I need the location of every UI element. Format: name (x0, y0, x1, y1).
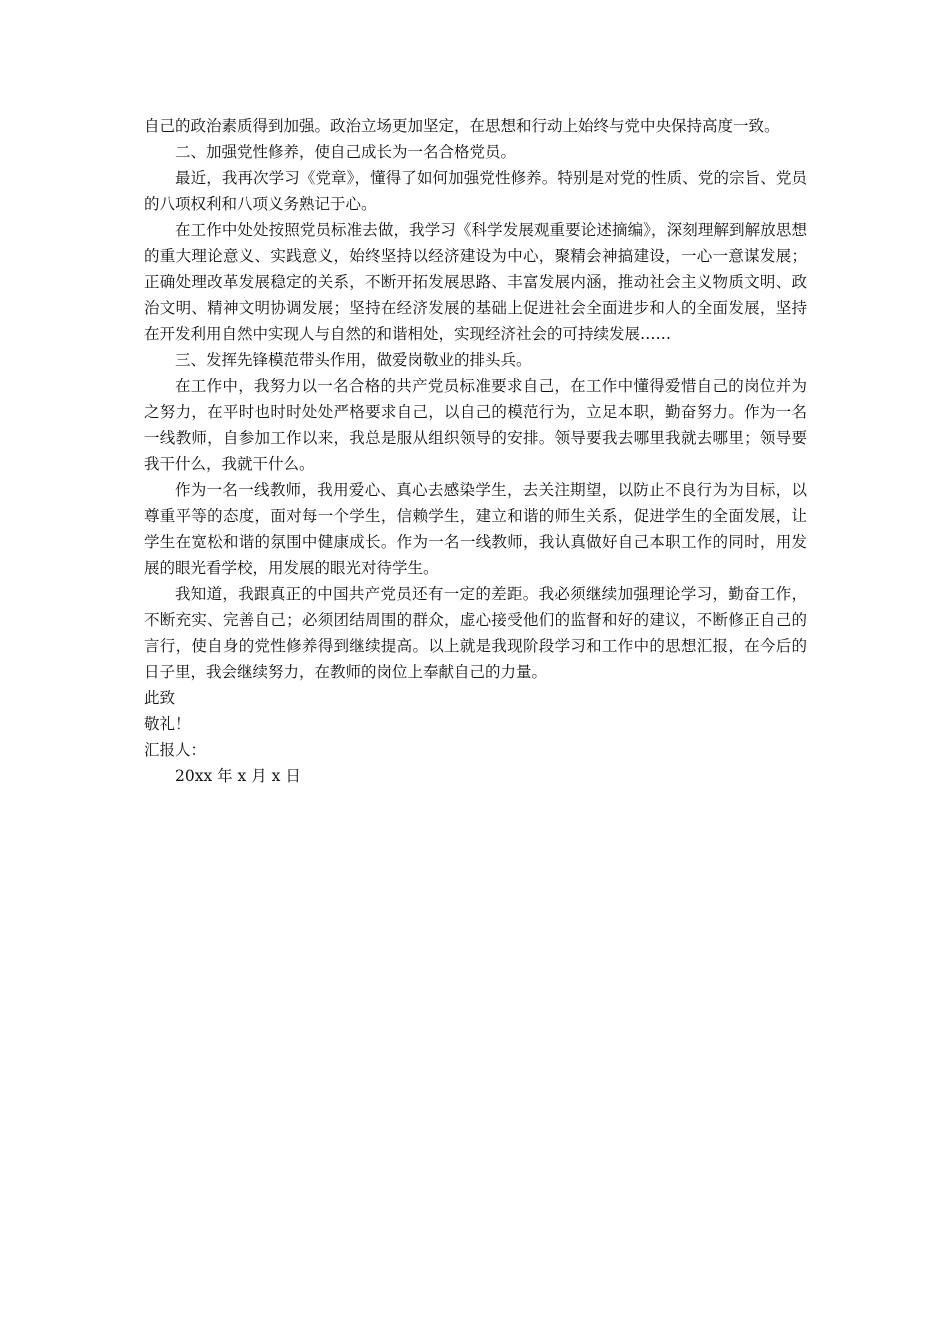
paragraph-8: 我知道，我跟真正的中国共产党员还有一定的差距。我必须继续加强理论学习，勤奋工作，不断充实、完善自己；必须团结周围的群众，虚心接受他们的监督和好的建议，不断修正自己的言行，使自身的党性修养得到继续提高。以上就是我现阶段学习和工作中的思想汇报，在今后的日子里，我会继续努力，在教师的岗位上奉献自己的力量。 (144, 585, 807, 681)
paragraph-4: 在工作中处处按照党员标准去做，我学习《科学发展观重要论述摘编》，深刻理解到解放思想的重大理论意义、实践意义，始终坚持以经济建设为中心，聚精会神搞建设，一心一意谋发展；正确处理改革发展稳定的关系，不断开拓发展思路、丰富发展内涵，推动社会主义物质文明、政治文明、精神文明协调发展；坚持在经济发展的基础上促进社会全面进步和人的全面发展，坚持在开发利用自然中实现人与自然的和谐相处，实现经济社会的可持续发展…… (144, 221, 807, 343)
paragraph-1: 自己的政治素质得到加强。政治立场更加坚定，在思想和行动上始终与党中央保持高度一致。 (144, 117, 780, 135)
closing-salutation: 此致 (144, 689, 176, 707)
paragraph-3: 最近，我再次学习《党章》，懂得了如何加强党性修养。特别是对党的性质、党的宗旨、党员的八项权利和八项义务熟记于心。 (144, 169, 807, 213)
section-heading-3: 三、发挥先锋模范带头作用，做爱岗敬业的排头兵。 (175, 351, 532, 369)
closing-regards: 敬礼！ (144, 715, 191, 733)
paragraph-6: 在工作中，我努力以一名合格的共产党员标准要求自己，在工作中懂得爱惜自己的岗位并为之努力，在平时也时时处处严格要求自己，以自己的模范行为，立足本职，勤奋努力。作为一名一线教师，自参加工作以来，我总是服从组织领导的安排。领导要我去哪里我就去哪里；领导要我干什么，我就干什么。 (144, 377, 807, 473)
reporter-label: 汇报人： (144, 741, 207, 759)
paragraph-7: 作为一名一线教师，我用爱心、真心去感染学生，去关注期望，以防止不良行为为目标，以尊重平等的态度，面对每一个学生，信赖学生，建立和谐的师生关系，促进学生的全面发展，让学生在宽松和谐的氛围中健康成长。作为一名一线教师，我认真做好自己本职工作的同时，用发展的眼光看学校，用发展的眼光对待学生。 (144, 481, 807, 577)
report-date: 20xx 年 x 月 x 日 (175, 767, 301, 785)
document-body (144, 113, 807, 789)
section-heading-2: 二、加强党性修养，使自己成长为一名合格党员。 (175, 143, 517, 161)
